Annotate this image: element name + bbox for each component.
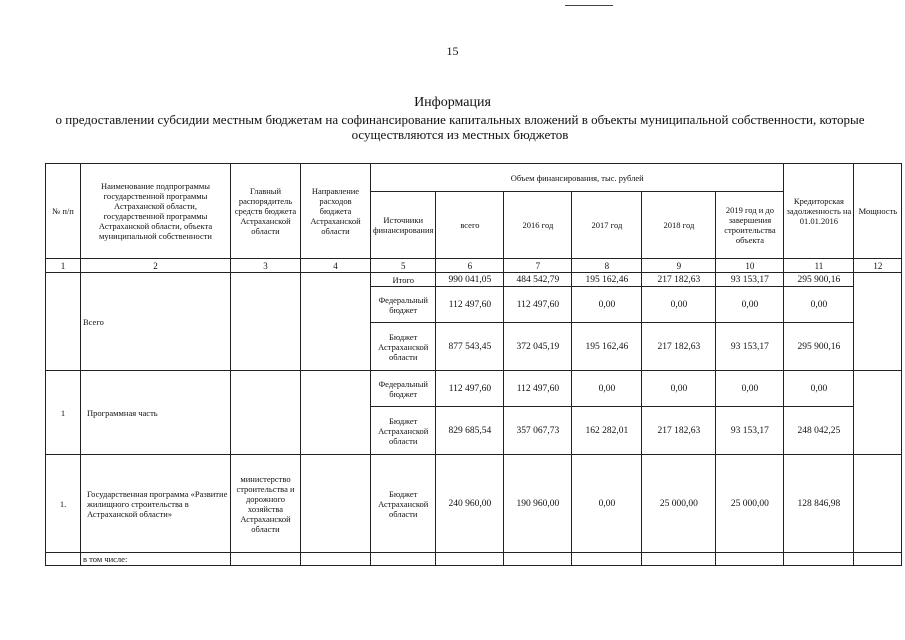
row-direction [301, 455, 371, 553]
row-num: 1 [46, 371, 81, 455]
col-number: 7 [504, 259, 572, 273]
value-2017: 0,00 [572, 287, 642, 323]
document-title: Информация [414, 95, 491, 110]
value-2017: 0,00 [572, 371, 642, 407]
value-total: 240 960,00 [436, 455, 504, 553]
row-manager [231, 273, 301, 371]
value-2019: 0,00 [716, 371, 784, 407]
value-2016: 372 045,19 [504, 323, 572, 371]
col-number: 11 [784, 259, 854, 273]
empty-cell [231, 553, 301, 566]
col-number: 1 [46, 259, 81, 273]
source-cell: Федеральный бюджет [371, 287, 436, 323]
page-number: 15 [446, 44, 459, 58]
value-debt: 248 042,25 [784, 407, 854, 455]
value-2016: 190 960,00 [504, 455, 572, 553]
value-2016: 357 067,73 [504, 407, 572, 455]
source-cell: Бюджет Астраханской области [371, 323, 436, 371]
funding-table [45, 163, 902, 566]
value-2019: 0,00 [716, 287, 784, 323]
value-2019: 25 000,00 [716, 455, 784, 553]
value-debt: 295 900,16 [784, 323, 854, 371]
value-2018: 0,00 [642, 371, 716, 407]
row-num: 1. [46, 455, 81, 553]
row-label-vsego: Всего [81, 273, 231, 371]
value-2019: 93 153,17 [716, 323, 784, 371]
empty-cell [504, 553, 572, 566]
capacity-cell [854, 371, 902, 455]
value-2019: 93 153,17 [716, 407, 784, 455]
header-2017: 2017 год [572, 192, 642, 259]
header-capacity: Мощность [854, 164, 902, 259]
value-2018: 217 182,63 [642, 407, 716, 455]
capacity-cell [854, 273, 902, 371]
empty-cell [642, 553, 716, 566]
header-sources: Источники финансирования [371, 192, 436, 259]
source-cell: Бюджет Астраханской области [371, 455, 436, 553]
header-total: всего [436, 192, 504, 259]
header-direction: Направление расходов бюджета Астраханской области [301, 164, 371, 259]
row-manager [231, 371, 301, 455]
col-number: 10 [716, 259, 784, 273]
empty-cell [436, 553, 504, 566]
col-number: 3 [231, 259, 301, 273]
row-num [46, 553, 81, 566]
row-label-program: Программная часть [81, 371, 231, 455]
col-number: 5 [371, 259, 436, 273]
header-2018: 2018 год [642, 192, 716, 259]
value-2018: 217 182,63 [642, 273, 716, 287]
value-total: 829 685,54 [436, 407, 504, 455]
value-total: 990 041,05 [436, 273, 504, 287]
col-number: 6 [436, 259, 504, 273]
value-total: 112 497,60 [436, 287, 504, 323]
source-cell: Итого [371, 273, 436, 287]
empty-cell [716, 553, 784, 566]
value-debt: 128 846,98 [784, 455, 854, 553]
value-debt: 295 900,16 [784, 273, 854, 287]
source-cell: Бюджет Астраханской области [371, 407, 436, 455]
header-name: Наименование подпрограммы государственной программы Астраханской области, государственной программы Астраханской области, объекта муниципальной собственности [81, 164, 231, 259]
header-2016: 2016 год [504, 192, 572, 259]
value-2018: 25 000,00 [642, 455, 716, 553]
source-cell: Федеральный бюджет [371, 371, 436, 407]
value-2016: 112 497,60 [504, 371, 572, 407]
row-manager: министерство строительства и дорожного хозяйства Астраханской области [231, 455, 301, 553]
row-direction [301, 371, 371, 455]
col-number: 4 [301, 259, 371, 273]
value-2019: 93 153,17 [716, 273, 784, 287]
header-num: № п/п [46, 164, 81, 259]
col-number: 2 [81, 259, 231, 273]
value-2018: 217 182,63 [642, 323, 716, 371]
document-subtitle: о предоставлении субсидии местным бюджетам на софинансирование капитальных вложений в объекты муниципальной собственности, которые осуществляются из местных бюджетов [55, 112, 865, 142]
row-label-gosprog: Государственная программа «Развитие жилищного строительства в Астраханской области» [81, 455, 231, 553]
row-num [46, 273, 81, 371]
row-direction [301, 273, 371, 371]
value-2017: 0,00 [572, 455, 642, 553]
header-funding-group: Объем финансирования, тыс. рублей [371, 164, 784, 192]
value-debt: 0,00 [784, 287, 854, 323]
empty-cell [784, 553, 854, 566]
col-number: 9 [642, 259, 716, 273]
empty-cell [572, 553, 642, 566]
top-rule [565, 5, 613, 6]
value-total: 877 543,45 [436, 323, 504, 371]
col-number: 8 [572, 259, 642, 273]
header-debt: Кредиторская задолженность на 01.01.2016 [784, 164, 854, 259]
header-manager: Главный распорядитель средств бюджета Астраханской области [231, 164, 301, 259]
row-label-including: в том числе: [81, 553, 231, 566]
header-2019: 2019 год и до завершения строительства объекта [716, 192, 784, 259]
empty-cell [854, 553, 902, 566]
value-2017: 195 162,46 [572, 273, 642, 287]
empty-cell [371, 553, 436, 566]
value-2016: 484 542,79 [504, 273, 572, 287]
value-2017: 195 162,46 [572, 323, 642, 371]
col-number: 12 [854, 259, 902, 273]
value-2016: 112 497,60 [504, 287, 572, 323]
value-total: 112 497,60 [436, 371, 504, 407]
empty-cell [301, 553, 371, 566]
capacity-cell [854, 455, 902, 553]
value-2018: 0,00 [642, 287, 716, 323]
value-debt: 0,00 [784, 371, 854, 407]
value-2017: 162 282,01 [572, 407, 642, 455]
